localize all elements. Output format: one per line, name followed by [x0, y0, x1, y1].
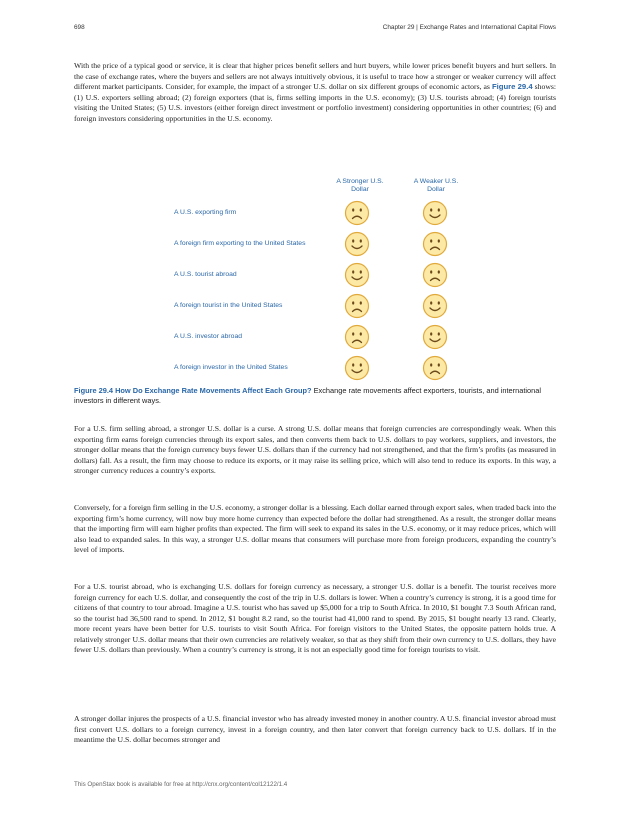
figure-row-label: A foreign investor in the United States	[174, 364, 288, 371]
intro-text-before: With the price of a typical good or service, it is clear that higher prices benefit sellers and hurt buyers, while lower prices benefit buyers and hurt sellers. In the case of exchange rates, where the buyers and sellers are not always intuitively obvious, it is useful to trace how a stronger or weaker currency will affect different market participants. Consider, for example, the impact of a stronger U.S. dollar on six different groups of economic actors, as	[74, 61, 556, 91]
happy-face-icon	[422, 324, 448, 350]
paragraph-investors: A stronger dollar injures the prospects of a U.S. financial investor who has already invested money in another country. A U.S. financial investor abroad must first convert U.S. dollars to a foreign currency, invest in a foreign country, and then later convert that foreign currency back to U.S. dollars. If in the meantime the U.S. dollar becomes stronger and	[74, 714, 556, 744]
sad-face-icon	[422, 262, 448, 288]
figure-29-4	[74, 174, 556, 384]
happy-face-icon	[422, 293, 448, 319]
sad-face-icon	[344, 293, 370, 319]
column-header-weaker: A Weaker U.S. Dollar	[413, 178, 459, 193]
figure-row-label: A U.S. tourist abroad	[174, 271, 237, 278]
intro-paragraph	[74, 61, 556, 124]
happy-face-icon	[344, 262, 370, 288]
paragraph-us-exporter: For a U.S. firm selling abroad, a stronger U.S. dollar is a curse. A strong U.S. dollar means that foreign currencies are correspondingly weak. When this exporting firm earns foreign currencies through its export sales, and then converts them back to U.S. dollars to pay workers, suppliers, and investors, the stronger dollar means that the foreign currency buys fewer U.S. dollars than if the currency had not strengthened, and that the firm’s profits (as measured in dollars) fall. As a result, the firm may choose to reduce its exports, or it may raise its selling price, which will also tend to reduce its exports. In this way, a stronger currency reduces a country’s exports.	[74, 424, 556, 475]
caption-title: Figure 29.4 How Do Exchange Rate Movements Affect Each Group?	[74, 386, 312, 395]
sad-face-icon	[344, 324, 370, 350]
page-number: 698	[74, 24, 85, 31]
figure-row-label: A foreign tourist in the United States	[174, 302, 283, 309]
happy-face-icon	[422, 200, 448, 226]
figure-reference-link[interactable]: Figure 29.4	[491, 82, 533, 91]
chapter-title: Chapter 29 | Exchange Rates and International Capital Flows	[382, 24, 556, 31]
figure-row-label: A U.S. investor abroad	[174, 333, 243, 340]
page-footer: This OpenStax book is available for free at http://cnx.org/content/col12122/1.4	[74, 781, 288, 788]
sad-face-icon	[422, 355, 448, 381]
happy-face-icon	[344, 355, 370, 381]
paragraph-tourists: For a U.S. tourist abroad, who is exchanging U.S. dollars for foreign currency as necessary, a stronger U.S. dollar is a benefit. The tourist receives more foreign currency for each U.S. dollar, and consequently the cost of the trip in U.S. dollars is lower. When a country’s currency is strong, it is a good time for citizens of that country to tour abroad. Imagine a U.S. tourist who has saved up $5,000 for a trip to South Africa. In 2010, $1 bought 7.3 South African rand, so the tourist had 36,500 rand to spend. In 2012, $1 bought 8.2 rand, so the tourist had 41,000 rand to spend. By 2015, $1 bought nearly 13 rand. Clearly, more recent years have been better for U.S. tourists to visit South Africa. For foreign visitors to the United States, the opposite pattern holds true. A relatively stronger U.S. dollar means that their own currencies are relatively weaker, so that as they shift from their own currency to U.S. dollars, they have fewer U.S. dollars than previously. When a country’s currency is strong, it is not an especially good time for foreign tourists to visit.	[74, 582, 556, 654]
figure-caption	[74, 386, 556, 406]
caption-text: Exchange rate movements affect exporters, tourists, and international investors in different ways.	[74, 386, 542, 405]
happy-face-icon	[344, 231, 370, 257]
figure-row-label: A foreign firm exporting to the United States	[174, 240, 306, 247]
sad-face-icon	[344, 200, 370, 226]
paragraph-foreign-exporter: Conversely, for a foreign firm selling in the U.S. economy, a stronger dollar is a blessing. Each dollar earned through export sales, when traded back into the exporting firm’s home currency, will now buy more home currency than expected before the dollar had strengthened. As a result, the stronger dollar means that the importing firm will earn higher profits than expected. The firm will seek to expand its sales in the U.S. economy, or it may reduce prices, which will also lead to expanded sales. In this way, a stronger U.S. dollar means that consumers will purchase more from foreign producers, expanding the country’s level of imports.	[74, 503, 556, 554]
intro-text-after: shows: (1) U.S. exporters selling abroad; (2) foreign exporters (that is, firms selling imports in the U.S. economy); (3) U.S. tourists abroad; (4) foreign tourists visiting the United States; (5) U.S. investors (either foreign direct investment or portfolio investment) considering opportunities in other countries; (6) and foreign investors considering opportunities in the U.S. economy.	[74, 82, 557, 123]
sad-face-icon	[422, 231, 448, 257]
figure-row-label: A U.S. exporting firm	[174, 209, 237, 216]
column-header-stronger: A Stronger U.S. Dollar	[336, 178, 384, 193]
